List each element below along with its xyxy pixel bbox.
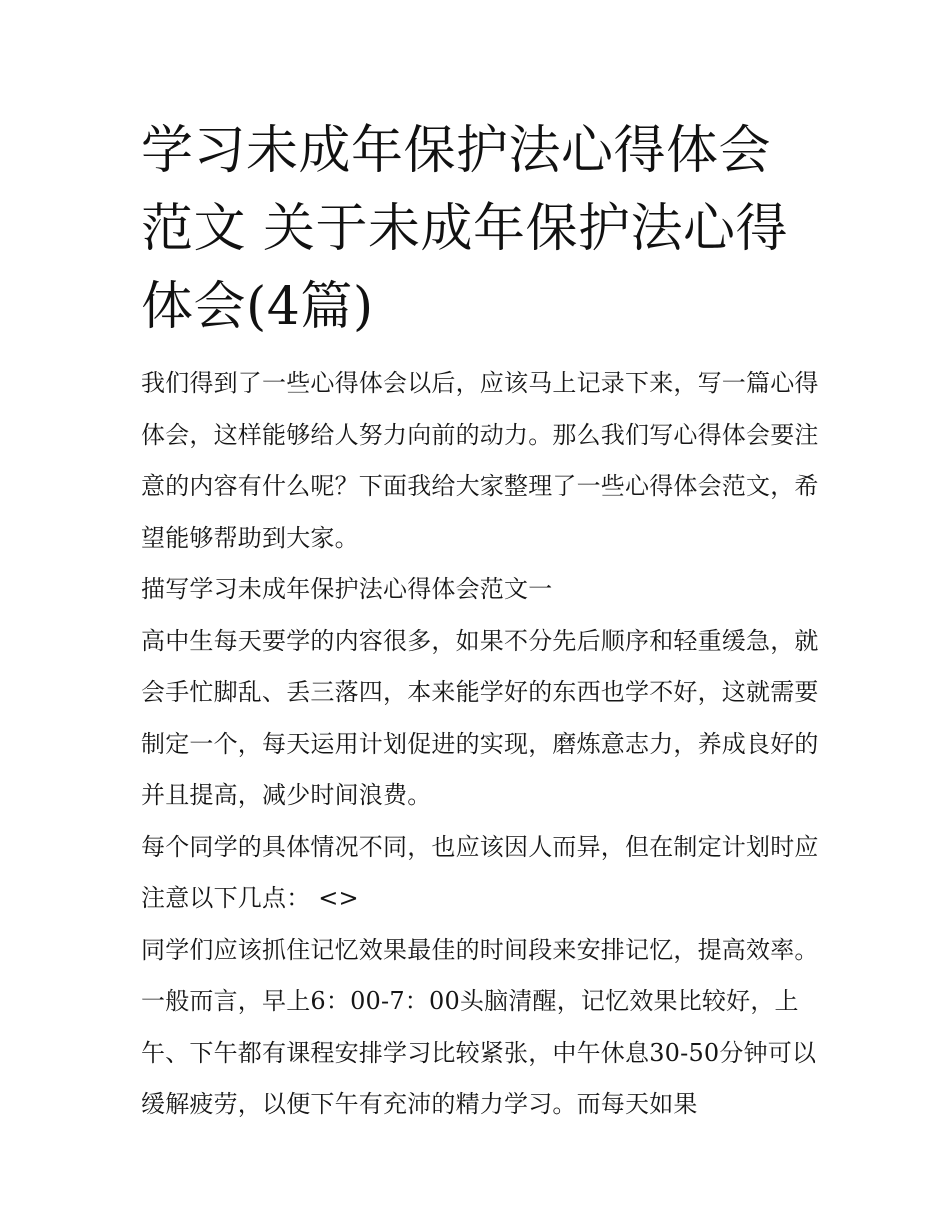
- paragraph-memory-timing: 同学们应该抓住记忆效果最佳的时间段来安排记忆，提高效率。一般而言，早上6：00-7：00头脑清醒，记忆效果比较好，上午、下午都有课程安排学习比较紧张，中午休息30-50分钟可以缓解疲劳，以便下午有充沛的精力学习。而每天如果: [141, 935, 819, 1118]
- paragraph-intro: 我们得到了一些心得体会以后，应该马上记录下来，写一篇心得体会，这样能够给人努力向前的动力。那么我们写心得体会要注意的内容有什么呢？下面我给大家整理了一些心得体会范文，希望能够帮助到大家。: [141, 369, 819, 552]
- paragraph-study-plan: 高中生每天要学的内容很多，如果不分先后顺序和轻重缓急，就会手忙脚乱、丢三落四，本来能学好的东西也学不好，这就需要制定一个，每天运用计划促进的实现，磨炼意志力，养成良好的并且提高，减少时间浪费。: [141, 626, 819, 809]
- document-title: 学习未成年保护法心得体会范文 关于未成年保护法心得体会(4篇): [141, 121, 789, 337]
- document-body: [141, 358, 821, 1131]
- paragraph-individual-plan: 每个同学的具体情况不同，也应该因人而异，但在制定计划时应注意以下几点： <>: [141, 832, 819, 912]
- section-heading-1: 描写学习未成年保护法心得体会范文一: [141, 575, 553, 603]
